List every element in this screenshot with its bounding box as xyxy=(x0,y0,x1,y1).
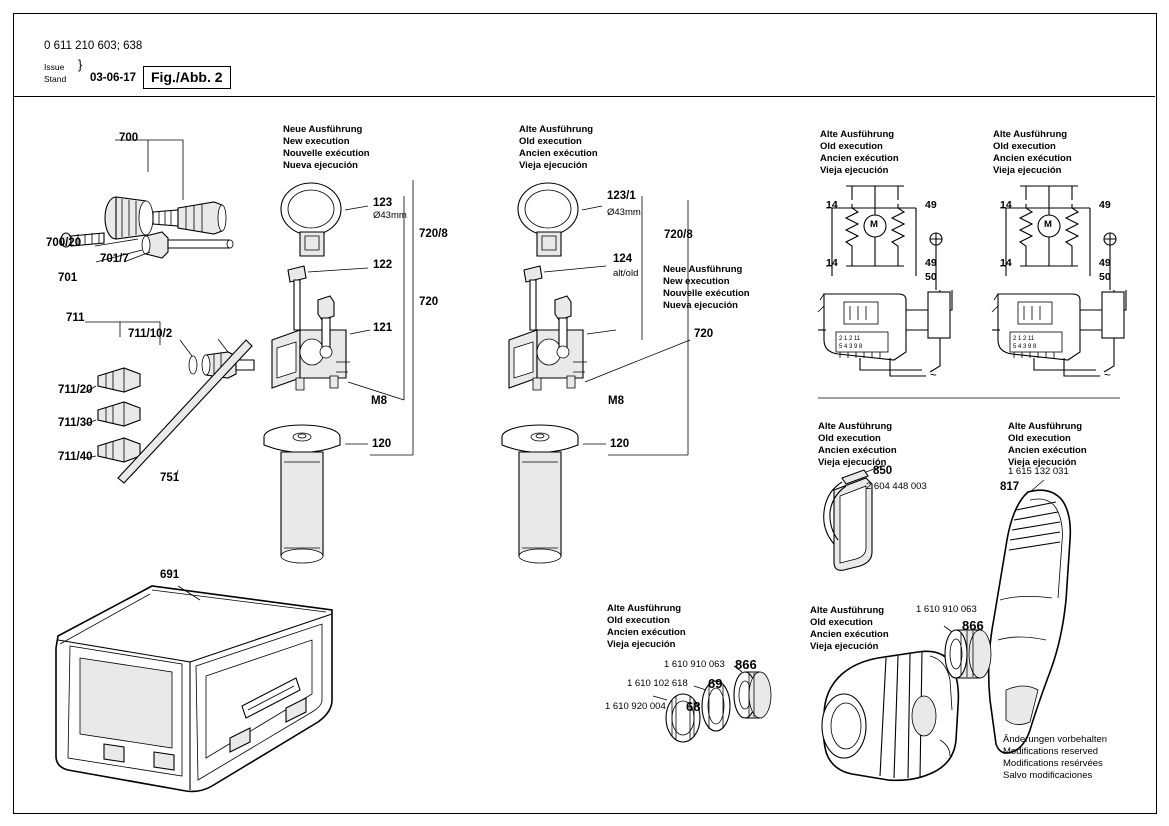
callout-850: 850 xyxy=(873,465,893,477)
leaders-720-left xyxy=(370,180,413,455)
callout-121: 121 xyxy=(373,322,393,334)
callout-720-left: 720 xyxy=(419,296,439,308)
callout-866-right-number: 1 610 910 063 xyxy=(916,604,977,615)
callout-68-number: 1 610 920 004 xyxy=(605,701,666,712)
callout-m8-left: M8 xyxy=(371,395,387,407)
wiring-right-49-bottom: 49 xyxy=(1099,257,1111,269)
callout-69-number: 1 610 102 618 xyxy=(627,678,688,689)
figure-label: Fig./Abb. 2 xyxy=(143,66,231,89)
wiring-left-motor-label: M xyxy=(870,219,878,230)
callout-701-7: 701/7 xyxy=(100,253,129,265)
part-123-1-clamp-ring xyxy=(518,183,602,256)
callout-711: 711 xyxy=(66,312,85,324)
wiring-right-14-bottom: 14 xyxy=(1000,257,1012,269)
callout-123: 123 xyxy=(373,197,393,209)
wiring-left-tilde: ~ xyxy=(930,370,937,382)
callout-120-left: 120 xyxy=(372,438,392,450)
parts-diagram-page: 0 611 210 603; 638 Issue Stand } 03-06-17 Fig./Abb. 2 Neue Ausführung New execution Nouvelle exécution Nueva ejecución Alte Ausführung Old execution Ancien exécution Vieja ejecución Neue Ausführung New execution Nouvelle exécution Nueva ejecución Alte Ausführung Old execution Ancien exécution Vieja ejecución Alte Ausführung Old execution Ancien exécution Vieja ejecución Alte Ausführung Old execution Ancien exécution Vieja ejecución Alte Ausführung Old execution Ancien exécution Vieja ejecución Alte Ausführung Old execution Ancien exécution Vieja ejecución Alte Ausführung Old execution Ancien exécution Vieja ejecución 700 700/20 701 701/7 711 711/10/2 711/20 711/30 711/40 751 123 Ø43mm 122 121 M8 120 720/8 720 123/1 Ø43mm 124 alt/old 720/8 720 M8 120 691 14 14 49 49 50 M 2 1 2 11 5 4 3 9 8 ~ 14 14 49 49 50 M 2 1 2 11 5 4 3 9 8 ~ 850 2 604 448 003 1 615 132 031 817 1 610 910 063 866 1 610 102 618 69 1 610 920 004 68 1 610 910 063 866 Änderungen vorbehalten Modifications reserved Modifications resérvées Salvo modificaciones xyxy=(0,0,1169,826)
callout-751: 751 xyxy=(160,472,180,484)
wiring-left-49-top: 49 xyxy=(925,199,937,211)
callout-866-left-number: 1 610 910 063 xyxy=(664,659,725,670)
wiring-left-14-bottom: 14 xyxy=(826,257,838,269)
callout-120-mid: 120 xyxy=(610,438,630,450)
part-123-clamp-ring xyxy=(281,183,368,256)
part-817-housing-half xyxy=(989,480,1071,753)
wiring-right-switch-digits: 2 1 2 11 5 4 3 9 8 xyxy=(1013,336,1037,350)
group-711-bits xyxy=(85,322,254,483)
callout-701: 701 xyxy=(58,272,78,284)
callout-711-20: 711/20 xyxy=(58,384,93,396)
wiring-right-49-top: 49 xyxy=(1099,199,1111,211)
issue-label-de: Stand xyxy=(44,74,67,84)
callout-123-diameter: Ø43mm xyxy=(373,210,407,221)
callout-850-number: 2 604 448 003 xyxy=(866,481,927,492)
callout-711-10-2: 711/10/2 xyxy=(128,328,173,340)
wiring-left-50: 50 xyxy=(925,271,937,283)
callout-691: 691 xyxy=(160,569,180,581)
issue-label-en: Issue xyxy=(44,62,65,72)
callout-720-8-mid: 720/8 xyxy=(664,229,693,241)
wiring-right-motor-label: M xyxy=(1044,219,1052,230)
wiring-right-14-top: 14 xyxy=(1000,199,1012,211)
callout-866-left: 866 xyxy=(735,657,757,672)
part-691-case xyxy=(56,586,332,791)
wiring-left-49-bottom: 49 xyxy=(925,257,937,269)
callout-124-sub: alt/old xyxy=(613,268,639,279)
part-120-handle-mid xyxy=(502,425,606,563)
callout-123-1: 123/1 xyxy=(607,190,636,202)
callout-817-number: 1 615 132 031 xyxy=(1008,466,1069,477)
issue-date: 03-06-17 xyxy=(90,72,137,84)
part-motor-housing xyxy=(822,626,991,780)
callout-700: 700 xyxy=(119,132,139,144)
part-121-clamp-body xyxy=(272,296,404,400)
callout-711-30: 711/30 xyxy=(58,417,93,429)
callout-700-20: 700/20 xyxy=(46,237,82,249)
callout-122: 122 xyxy=(373,259,393,271)
callout-817: 817 xyxy=(1000,481,1020,493)
wiring-right-tilde: ~ xyxy=(1104,370,1111,382)
callout-123-1-diameter: Ø43mm xyxy=(607,207,641,218)
wiring-left-14-top: 14 xyxy=(826,199,838,211)
group-700-chuck xyxy=(105,140,226,239)
callout-866-right: 866 xyxy=(962,618,984,633)
callout-69: 69 xyxy=(708,676,723,691)
callout-720-8-left: 720/8 xyxy=(419,228,448,240)
callout-m8-mid: M8 xyxy=(608,395,624,407)
wiring-left-switch-digits: 2 1 2 11 5 4 3 9 8 xyxy=(839,336,863,350)
callout-68: 68 xyxy=(686,699,701,714)
wiring-right-50: 50 xyxy=(1099,271,1111,283)
callout-124: 124 xyxy=(613,253,633,265)
part-120-handle-left xyxy=(264,425,368,563)
callout-711-40: 711/40 xyxy=(58,451,93,463)
callout-720-mid: 720 xyxy=(694,328,714,340)
part-number: 0 611 210 603; 638 xyxy=(44,40,143,52)
